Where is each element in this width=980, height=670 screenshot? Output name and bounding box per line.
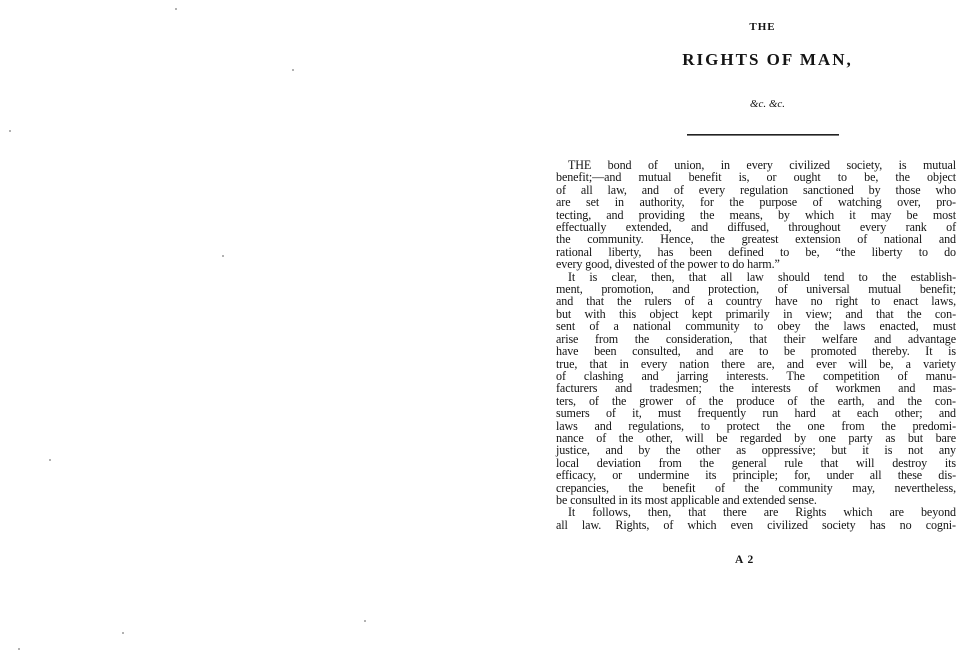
text-line: justice, and by the other as oppressive; but it is not any bbox=[556, 443, 956, 458]
text-line: of clashing and jarring interests. The competition of manu- bbox=[556, 368, 956, 383]
text-line: every good, divested of the power to do harm.” bbox=[556, 257, 780, 272]
text-line: crepancies, the benefit of the community may, nevertheless, bbox=[556, 480, 956, 495]
text-line: THE bond of union, in every civilized society, is mutual bbox=[568, 158, 956, 172]
text-line: facturers and tradesmen; the interests of workmen and mas- bbox=[556, 381, 956, 396]
text-line: the community. Hence, the greatest extension of national and bbox=[556, 232, 956, 247]
paper-speck bbox=[49, 459, 51, 461]
heading-kicker: THE bbox=[749, 21, 776, 33]
text-line: arise from the consideration, that their welfare and advantage bbox=[556, 331, 956, 346]
paper-speck bbox=[222, 255, 224, 257]
text-line: be consulted in its most applicable and extended sense. bbox=[556, 492, 817, 507]
text-line: are set in authority, for the purpose of watching over, pro- bbox=[556, 195, 956, 210]
page-title: RIGHTS OF MAN, bbox=[682, 50, 853, 69]
paper-speck bbox=[18, 648, 20, 650]
text-line: and that the rulers of a country have no right to enact laws, bbox=[556, 294, 956, 309]
title-rule bbox=[687, 134, 839, 135]
text-line: tecting, and providing the means, by which it may be most bbox=[556, 207, 956, 222]
text-line: all law. Rights, of which even civilized society has no cogni- bbox=[556, 517, 956, 532]
text-line: effectually extended, and diffused, throughout every rank of bbox=[556, 220, 956, 235]
body-text bbox=[556, 159, 956, 531]
text-line: ters, of the grower of the produce of the earth, and the con- bbox=[556, 393, 956, 408]
text-line: laws and regulations, to protect the one from the predomi- bbox=[556, 418, 956, 433]
title-etc: &c. &c. bbox=[749, 98, 786, 110]
text-line: ment, promotion, and protection, of universal mutual benefit; bbox=[556, 282, 956, 297]
text-line: It is clear, then, that all law should tend to the establish- bbox=[568, 269, 956, 284]
text-right-page bbox=[490, 0, 980, 670]
text-line: have been consulted, and are to be promoted thereby. It is bbox=[556, 344, 956, 359]
paper-speck bbox=[292, 69, 294, 71]
text-line: of all law, and of every regulation sanctioned by those who bbox=[556, 182, 956, 197]
text-line: rational liberty, has been defined to be, “the liberty to do bbox=[556, 244, 956, 259]
text-line: true, that in every nation there are, and ever will be, a variety bbox=[556, 356, 956, 371]
text-line: It follows, then, that there are Rights which are beyond bbox=[568, 505, 956, 520]
text-line: sumers of it, must frequently run hard at each other; and bbox=[556, 406, 956, 421]
text-line: benefit;—and mutual benefit is, or ought to be, the object bbox=[556, 170, 956, 185]
paper-speck bbox=[122, 632, 124, 634]
paper-speck bbox=[175, 8, 177, 10]
text-line: efficacy, or undermine its principle; for, under all these dis- bbox=[556, 468, 956, 483]
text-line: but with this object kept primarily in view; and that the con- bbox=[556, 306, 956, 321]
text-line: nance of the other, will be regarded by one party as but bare bbox=[556, 430, 956, 445]
text-line: local deviation from the general rule that will destroy its bbox=[556, 455, 956, 470]
signature-mark: A 2 bbox=[735, 554, 755, 566]
paper-speck bbox=[364, 620, 366, 622]
paper-speck bbox=[9, 130, 11, 132]
text-line: sent of a national community to obey the laws enacted, must bbox=[556, 319, 956, 334]
